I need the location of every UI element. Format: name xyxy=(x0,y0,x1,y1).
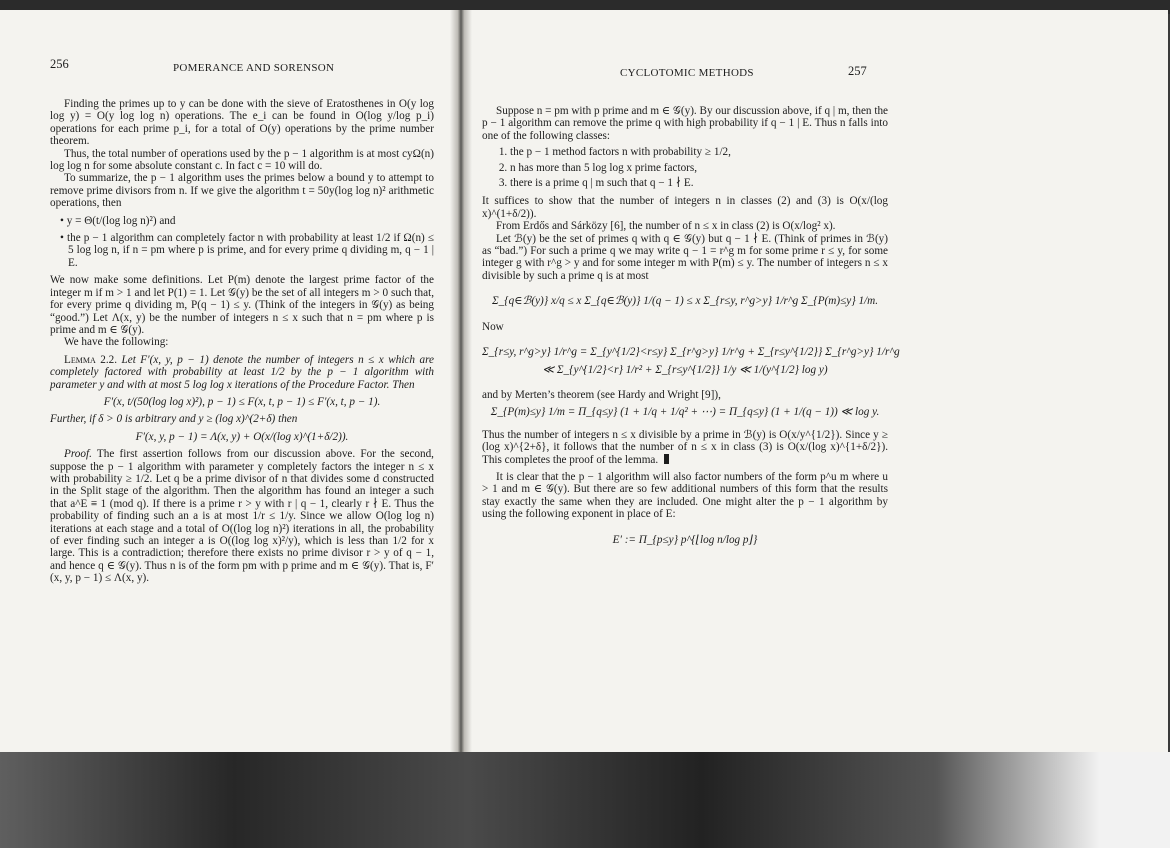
proof-paragraph: Proof. The first assertion follows from our discussion above. For the second, suppose the p − 1 algorithm with parameter y completely factors the integer n ≤ x with probability ≥ 1/2. Let q be a prime divisor of n that divides some d constructed in the Split stage of the algorithm. Then the algorithm has found an integer a such that a^E ≡ 1 (mod q). If there is a prime r > y with r | q − 1, clearly r ∤ E. Thus the probability of finding such an a is at most 1/r ≤ 1/y. Since we allow O(log log n) iterations at each stage and a total of O((log log n)²) iterations in all, the probability of ever finding such an integer a is O((log log x)²/y), which is less than 1/2 for x large. This is a contradiction; therefore there exists no prime divisor r > y of q − 1, and hence q ∈ 𝒢(y). Thus n is of the form pm with p prime and m ∈ 𝒢(y). That is, F′(x, y, p − 1) ≤ Λ(x, y). xyxy=(50,448,434,585)
bullet-item: • y = Θ(t/(log log n)²) and xyxy=(60,214,176,227)
running-head-right: CYCLOTOMIC METHODS xyxy=(620,67,754,79)
class-item: 1. the p − 1 method factors n with probability ≥ 1/2, xyxy=(510,146,888,158)
right-page xyxy=(462,10,1168,755)
lemma-label: Lemma 2.2. xyxy=(64,353,118,366)
paragraph-closing: It is clear that the p − 1 algorithm will also factor numbers of the form p^u m where u > 1 and m ∈ 𝒢(y). But there are so few additional numbers of this form that the results stay exactly the same when they are included. One might alter the p − 1 algorithm by using the following exponent in place of E: xyxy=(482,470,888,521)
lemma-equation-2: F′(x, y, p − 1) = Λ(x, y) + O(x/(log x)^(1+δ/2)). xyxy=(135,430,349,443)
page-number-left: 256 xyxy=(50,57,69,71)
left-text-column xyxy=(50,98,434,585)
paragraph-erdos: From Erdős and Sárközy [6], the number of n ≤ x in class (2) is O(x/log² x). xyxy=(496,220,836,233)
paragraph-total-operations: Thus, the total number of operations used by the p − 1 algorithm is at most cyΩ(n) log log n for some absolute constant c. In fact c = 10 will do. xyxy=(50,147,434,173)
equation-mertens-product: Σ_{P(m)≤y} 1/m = Π_{q≤y} (1 + 1/q + 1/q² + ⋯) = Π_{q≤y} (1 + 1/(q − 1)) ≪ log y. xyxy=(490,406,880,419)
paragraph-mertens: and by Merten’s theorem (see Hardy and Wright [9]), xyxy=(482,388,721,401)
paragraph-definitions: We now make some definitions. Let P(m) denote the largest prime factor of the integer m if m > 1 and let P(1) = 1. Let 𝒢(y) be the set of all integers m > 0 such that, for every prime q dividing m, P(q − 1) ≤ y. (Think of the integers in 𝒢(y) as being “good.”) Let Λ(x, y) be the number of integers n ≤ x such that n = pm where p is prime and m ∈ 𝒢(y). xyxy=(50,274,434,336)
lemma-statement: Lemma 2.2. Let F′(x, y, p − 1) denote the number of integers n ≤ x which are completely factored with probability at least 1/2 by the p − 1 algorithm with parameter y and with at most 5 log log x iterations of the Procedure Factor. Then xyxy=(50,353,434,391)
running-head-left: POMERANCE AND SORENSON xyxy=(173,62,335,74)
class-item: 2. n has more than 5 log log x prime factors, xyxy=(510,162,888,174)
proof-label: Proof. xyxy=(64,448,92,461)
paragraph-summarize: To summarize, the p − 1 algorithm uses the primes below a bound y to attempt to remove prime divisors from n. If we give the algorithm t = 50y(log log n)² arithmetic operations, then xyxy=(50,172,434,210)
paragraph-bad-primes: Let ℬ(y) be the set of primes q with q ∈ 𝒢(y) but q − 1 ∤ E. (Think of primes in ℬ(y) as “bad.”) For such a prime q we may write q − 1 = r^g m for some prime r ≤ y, for some integer g with r^g > y and for some integer m with P(m) ≤ y. The number of integers n ≤ x divisible by such a prime q is at most xyxy=(482,232,888,282)
class-item: 3. there is a prime q | m such that q − 1 ∤ E. xyxy=(510,177,888,189)
right-text-column xyxy=(482,105,900,551)
class-list xyxy=(482,146,888,189)
book-gutter xyxy=(450,10,472,755)
scan-bottom-edge xyxy=(0,752,1170,848)
paragraph-have-following: We have the following: xyxy=(64,336,169,349)
lemma-further: Further, if δ > 0 is arbitrary and y ≥ (log x)^(2+δ) then xyxy=(50,413,298,426)
lemma-equation-1: F′(x, t/(50(log log x)²), p − 1) ≤ F(x, t, p − 1) ≤ F′(x, t, p − 1). xyxy=(103,395,381,408)
paragraph-sieve: Finding the primes up to y can be done with the sieve of Eratosthenes in O(y log log y) = O(y log log n) operations. The e_i can be found in O(log y/log p_i) operations for each prime p_i, for a total of O(y) operations by the prime number theorem. xyxy=(50,98,434,148)
page-number-right: 257 xyxy=(848,64,867,78)
qed-mark xyxy=(664,454,669,464)
bullet-item: • the p − 1 algorithm can completely factor n with probability at least 1/2 if Ω(n) ≤ 5 log log n, if n = pm where p is prime, and for every prime q dividing m, q − 1 | E. xyxy=(60,232,434,269)
paragraph-suppose: Suppose n = pm with p prime and m ∈ 𝒢(y). By our discussion above, if q | m, then the p − 1 algorithm can remove the prime q with high probability if q − 1 | E. Thus n falls into one of the following classes: xyxy=(482,105,888,142)
equation-split-sum: Σ_{r≤y, r^g>y} 1/r^g = Σ_{y^{1/2}<r≤y} Σ_{r^g>y} 1/r^g + Σ_{r≤y^{1/2}} Σ_{r^g>y} 1/r^g xyxy=(482,346,900,359)
equation-exponent: E′ := Π_{p≤y} p^{⌊log n/log p⌋} xyxy=(612,533,758,546)
equation-sum-bad-primes: Σ_{q∈ℬ(y)} x/q ≤ x Σ_{q∈ℬ(y)} 1/(q − 1) ≤ x Σ_{r≤y, r^g>y} 1/r^g Σ_{P(m)≤y} 1/m. xyxy=(491,295,879,308)
paragraph-conclusion: Thus the number of integers n ≤ x divisible by a prime in ℬ(y) is O(x/y^{1/2}). Since y ≥ (log x)^{2+δ}, it follows that the number of n ≤ x in class (3) is O(x/(log x)^{1+δ/2}). This completes the proof of the lemma. xyxy=(482,428,888,466)
left-page xyxy=(0,10,458,755)
equation-bound: ≪ Σ_{y^{1/2}<r} 1/r² + Σ_{r≤y^{1/2}} 1/y ≪ 1/(y^{1/2} log y) xyxy=(542,363,828,376)
paragraph-suffices: It suffices to show that the number of integers n in classes (2) and (3) is O(x/(log x)^(1+δ/2)). xyxy=(482,195,888,220)
word-now: Now xyxy=(482,320,504,333)
